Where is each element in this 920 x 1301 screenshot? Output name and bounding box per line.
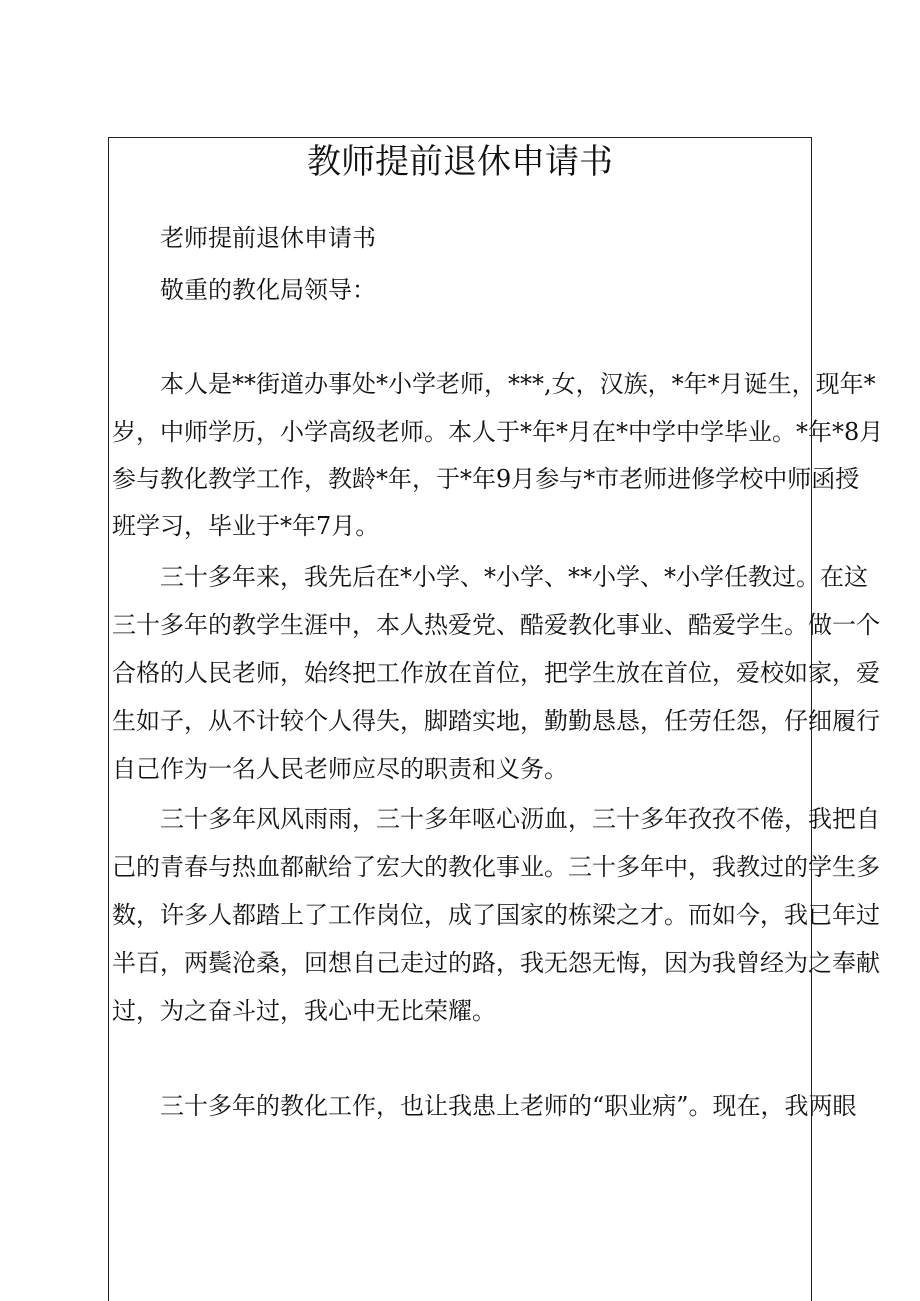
paragraph-3-line-3: 数，许多人都踏上了工作岗位，成了国家的栋梁之才。而如今，我已年过 (112, 901, 880, 929)
paragraph-2-line-4: 生如子，从不计较个人得失，脚踏实地，勤勤恳恳，任劳任怨，仔细履行 (112, 707, 880, 735)
paragraph-3-line-5: 过，为之奋斗过，我心中无比荣耀。 (112, 997, 496, 1025)
paragraph-3-line-1: 三十多年风风雨雨，三十多年呕心沥血，三十多年孜孜不倦，我把自 (160, 805, 880, 833)
paragraph-2-line-3: 合格的人民老师，始终把工作放在首位，把学生放在首位，爱校如家，爱 (112, 659, 880, 687)
document-subtitle: 老师提前退休申请书 (160, 224, 376, 252)
salutation: 敬重的教化局领导： (160, 276, 376, 304)
paragraph-2-line-1: 三十多年来，我先后在*小学、*小学、**小学、*小学任教过。在这 (160, 563, 868, 591)
document-title: 教师提前退休申请书 (307, 142, 613, 182)
paragraph-1-line-2: 岁，中师学历，小学高级老师。本人于*年*月在*中学中学毕业。*年*8月 (112, 418, 884, 446)
paragraph-1-line-1: 本人是**街道办事处*小学老师，***,女，汉族，*年*月诞生，现年* (160, 370, 876, 398)
paragraph-3-line-4: 半百，两鬓沧桑，回想自己走过的路，我无怨无悔，因为我曾经为之奉献 (112, 949, 880, 977)
paragraph-1-line-3: 参与教化教学工作，教龄*年，于*年9月参与*市老师进修学校中师函授 (112, 465, 860, 493)
paragraph-2-line-5: 自己作为一名人民老师应尽的职责和义务。 (112, 755, 568, 783)
paragraph-4-line-1: 三十多年的教化工作，也让我患上老师的“职业病”。现在，我两眼 (160, 1092, 857, 1120)
paragraph-1-line-4: 班学习，毕业于*年7月。 (112, 512, 380, 540)
paragraph-2-line-2: 三十多年的教学生涯中，本人热爱党、酷爱教化事业、酷爱学生。做一个 (112, 611, 880, 639)
paragraph-3-line-2: 己的青春与热血都献给了宏大的教化事业。三十多年中，我教过的学生多 (112, 853, 880, 881)
